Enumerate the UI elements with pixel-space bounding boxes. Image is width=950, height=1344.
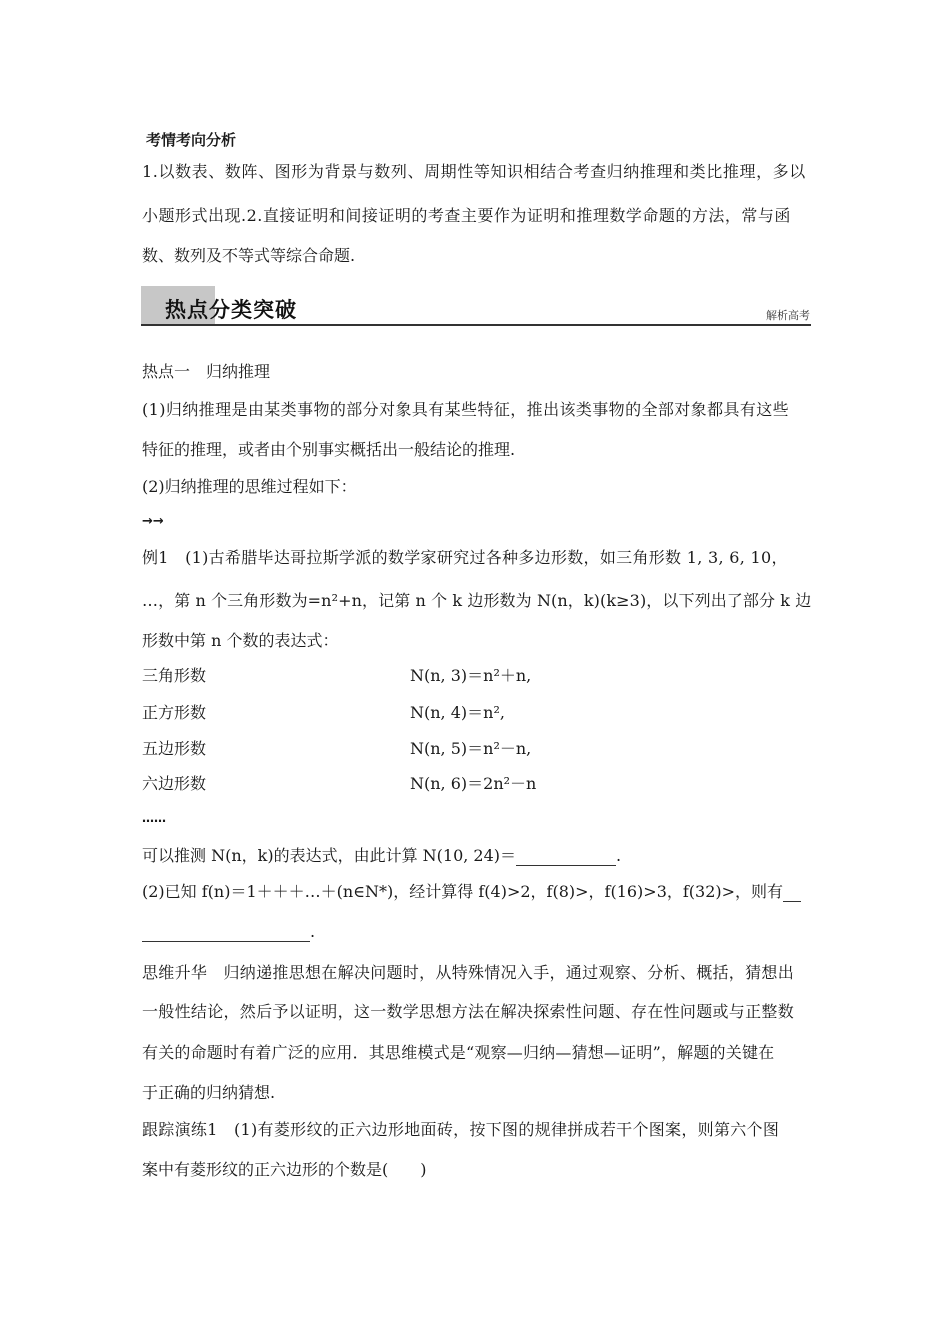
part2-text: (2)已知 f(n)＝1＋＋＋…＋(n∈N*)，经计算得 f(4)>2，f(8)>，f(16)>3，f(32)>，则有 <box>142 882 784 901</box>
intro-line-1: 1.以数表、数阵、图形为背景与数列、周期性等知识相结合考查归纳推理和类比推理，多以 <box>142 162 806 181</box>
part2-line <box>142 882 801 902</box>
hotspot-title: 热点一 归纳推理 <box>142 362 271 381</box>
banner-title: 热点分类突破 <box>165 298 297 322</box>
table-name-2: 正方形数 <box>142 703 207 722</box>
answer-blank-1[interactable] <box>516 849 616 866</box>
table-expr-3: N(n, 5)＝n²－n, <box>410 739 532 758</box>
thinking-line-2: 一般性结论，然后予以证明，这一数学思想方法在解决探索性问题、存在性问题或与正整数 <box>142 1002 795 1021</box>
answer-blank-2b[interactable] <box>142 925 310 942</box>
section-heading: 考情考向分析 <box>146 131 237 149</box>
hotspot-body-3: (2)归纳推理的思维过程如下： <box>142 477 357 496</box>
guess-text: 可以推测 N(n，k)的表达式，由此计算 N(10, 24)＝ <box>142 846 517 865</box>
table-expr-4: N(n, 6)＝2n²－n <box>410 774 537 793</box>
arrows: →→ <box>142 514 164 529</box>
example-line-3: 形数中第 n 个数的表达式： <box>142 631 339 650</box>
table-name-4: 六边形数 <box>142 774 207 793</box>
intro-line-2: 小题形式出现.2.直接证明和间接证明的考查主要作为证明和推理数学命题的方法，常与函 <box>142 206 791 225</box>
table-name-1: 三角形数 <box>142 666 207 685</box>
banner-right-label: 解析高考 <box>766 309 810 322</box>
table-name-3: 五边形数 <box>142 739 207 758</box>
practice-line-1: 跟踪演练1 (1)有菱形纹的正六边形地面砖，按下图的规律拼成若干个图案，则第六个图 <box>142 1120 780 1139</box>
guess-end: . <box>616 846 622 865</box>
banner-rule <box>141 324 811 326</box>
example-line-1: 例1 (1)古希腊毕达哥拉斯学派的数学家研究过各种多边形数，如三角形数 1, 3, 6, 10， <box>142 548 788 567</box>
guess-line <box>142 846 621 866</box>
thinking-line-3: 有关的命题时有着广泛的应用．其思维模式是“观察—归纳—猜想—证明”，解题的关键在 <box>142 1043 775 1062</box>
thinking-line-4: 于正确的归纳猜想. <box>142 1083 276 1102</box>
hotspot-body-2: 特征的推理，或者由个别事实概括出一般结论的推理. <box>142 440 516 459</box>
table-expr-2: N(n, 4)＝n², <box>410 703 505 722</box>
thinking-line-1: 思维升华 归纳递推思想在解决问题时，从特殊情况入手，通过观察、分析、概括，猜想出 <box>142 963 795 982</box>
practice-line-2: 案中有菱形纹的正六边形的个数是( ) <box>142 1160 427 1179</box>
example-line-2: …，第 n 个三角形数为=n²+n，记第 n 个 k 边形数为 N(n，k)(k≥3)，以下列出了部分 k 边 <box>142 591 812 610</box>
ellipsis: …… <box>142 811 166 825</box>
hotspot-body-1: (1)归纳推理是由某类事物的部分对象具有某些特征，推出该类事物的全部对象都具有这些 <box>142 400 790 419</box>
answer-blank-2a[interactable] <box>783 885 801 902</box>
table-expr-1: N(n, 3)＝n²＋n, <box>410 666 532 685</box>
part2-end: . <box>310 922 316 941</box>
intro-line-3: 数、数列及不等式等综合命题. <box>142 246 356 265</box>
part2-continuation <box>142 922 315 942</box>
